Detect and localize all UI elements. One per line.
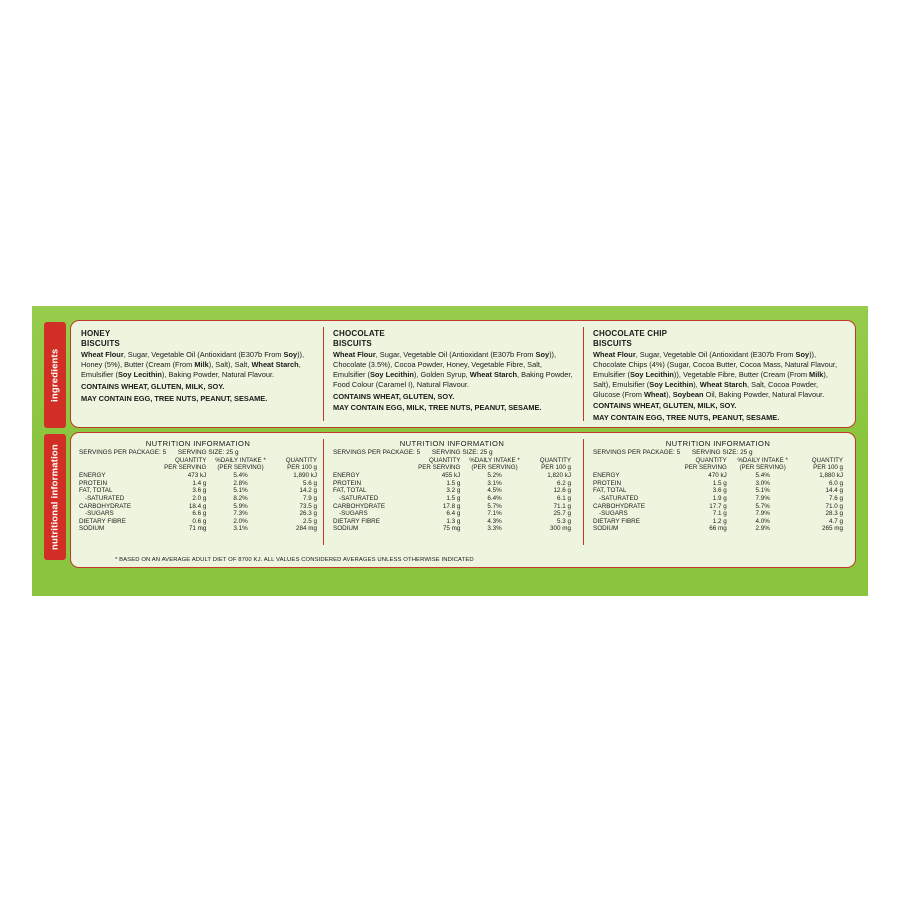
nutrient-quantity-per-100g: 6.0 g: [828, 479, 843, 487]
servings-per-package-chocolate: SERVINGS PER PACKAGE: 5: [333, 449, 421, 456]
ingredients-divider-1: [323, 327, 324, 421]
nutrition-table-chocolate: [333, 439, 571, 533]
table-row: [593, 472, 843, 480]
table-row: [79, 495, 317, 503]
nutrient-quantity-per-100g: 12.6 g: [553, 487, 571, 495]
nutrient-name: DIETARY FIBRE: [333, 517, 380, 525]
ingredients-chocolate-chip-title-line1: CHOCOLATE CHIP: [593, 329, 668, 338]
ingredients-chocolate-contains: CONTAINS WHEAT, GLUTEN, SOY.: [333, 391, 455, 401]
nutrient-name: FAT, TOTAL: [79, 487, 113, 495]
nutrient-name: ENERGY: [79, 472, 106, 480]
nutrition-heading-chocolate: NUTRITION INFORMATION: [399, 439, 505, 448]
nutrient-quantity-per-serving: 6.6 g: [192, 510, 207, 518]
nutrient-name: -SATURATED: [599, 494, 639, 502]
nutrient-quantity-per-serving: 1.5 g: [446, 494, 461, 502]
table-row: [593, 495, 843, 503]
nutrient-quantity-per-100g: 1,820 kJ: [547, 472, 571, 480]
nutrient-daily-intake: 5.2%: [487, 472, 502, 480]
nutrition-table-honey: [79, 439, 317, 533]
table-row: [79, 510, 317, 518]
table-row: [333, 487, 571, 495]
nutrient-daily-intake: 2.8%: [233, 479, 248, 487]
nutrient-quantity-per-serving: 473 kJ: [187, 472, 207, 480]
servings-per-package-chocolate-chip: SERVINGS PER PACKAGE: 5: [593, 449, 681, 456]
nutrition-table-chocolate-chip-grid: [593, 457, 843, 533]
ingredients-divider-2: [583, 327, 584, 421]
nutrition-table-honey-grid: [79, 457, 317, 533]
nutrient-daily-intake: 4.0%: [755, 517, 770, 525]
table-row: [593, 517, 843, 525]
table-header-row: [79, 457, 317, 472]
nutrient-daily-intake: 5.7%: [755, 502, 770, 510]
nutrition-divider-1: [323, 439, 324, 545]
nutrient-name: DIETARY FIBRE: [79, 517, 126, 525]
nutrient-daily-intake: 5.4%: [755, 472, 770, 480]
nutrient-daily-intake: 3.1%: [487, 479, 502, 487]
nutrient-quantity-per-serving: 75 mg: [442, 525, 461, 533]
nutrient-quantity-per-serving: 71 mg: [188, 525, 207, 533]
ingredients-panel: [70, 320, 856, 428]
header-quantity-per-serving: QUANTITY PER SERVING: [418, 457, 461, 472]
nutrient-quantity-per-100g: 300 mg: [549, 525, 571, 533]
table-row: [79, 487, 317, 495]
table-header-row: [333, 457, 571, 472]
table-row: [593, 525, 843, 533]
table-row: [79, 479, 317, 487]
package-back-panel: [32, 306, 868, 596]
ingredients-honey: [81, 329, 317, 403]
header-quantity-per-serving: QUANTITY PER SERVING: [684, 457, 727, 472]
table-row: [333, 510, 571, 518]
nutrient-quantity-per-serving: 470 kJ: [708, 472, 727, 480]
ingredients-tab-label: ingredients: [44, 322, 66, 428]
nutrition-table-chocolate-chip: [593, 439, 843, 533]
header-per-100g: QUANTITY PER 100 g: [285, 457, 317, 472]
table-row: [79, 472, 317, 480]
nutrient-quantity-per-serving: 1.9 g: [712, 494, 727, 502]
nutrient-quantity-per-serving: 17.8 g: [442, 502, 461, 510]
nutrient-quantity-per-serving: 6.4 g: [446, 510, 461, 518]
table-row: [593, 479, 843, 487]
table-row: [333, 525, 571, 533]
nutrition-heading-honey: NUTRITION INFORMATION: [145, 439, 251, 448]
nutrient-quantity-per-serving: 3.6 g: [192, 487, 207, 495]
nutrient-quantity-per-serving: 18.4 g: [188, 502, 207, 510]
nutrient-quantity-per-100g: 14.4 g: [825, 487, 843, 495]
ingredients-chocolate-chip-contains: CONTAINS WHEAT, GLUTEN, MILK, SOY.: [593, 401, 737, 411]
nutrient-quantity-per-serving: 455 kJ: [441, 472, 461, 480]
nutrition-tab-label: nutritional information: [44, 434, 66, 560]
nutrient-daily-intake: 7.3%: [233, 510, 248, 518]
nutrition-heading-chocolate-chip: NUTRITION INFORMATION: [665, 439, 771, 448]
nutrient-quantity-per-serving: 1.5 g: [446, 479, 461, 487]
nutrient-daily-intake: 2.0%: [233, 517, 248, 525]
nutrition-panel: [70, 432, 856, 568]
table-row: [593, 510, 843, 518]
nutrition-rows-honey: [79, 472, 317, 533]
nutrient-name: DIETARY FIBRE: [593, 517, 640, 525]
ingredients-honey-title-line2: BISCUITS: [81, 338, 120, 348]
nutrient-name: -SUGARS: [85, 510, 114, 518]
nutrient-quantity-per-100g: 4.7 g: [828, 517, 843, 525]
nutrient-daily-intake: 5.1%: [755, 487, 770, 495]
ingredients-chocolate-body: Wheat Flour, Sugar, Vegetable Oil (Antioxidant (E307b From Soy)), Chocolate (3.5%), Cocoa Powder, Honey, Vegetable Fibre, Salt, Emulsifier (Soy Lecithin), Golden Syrup, Wheat Starch, Baking Powder, Food Colour (Caramel I), Natural Flavour.: [333, 350, 573, 389]
table-row: [79, 502, 317, 510]
ingredients-honey-may-contain: MAY CONTAIN EGG, TREE NUTS, PEANUT, SESAME.: [81, 393, 268, 403]
nutrient-quantity-per-serving: 1.5 g: [712, 479, 727, 487]
nutrition-rows-chocolate: [333, 472, 571, 533]
nutrient-name: -SATURATED: [339, 494, 379, 502]
nutrient-name: ENERGY: [593, 472, 620, 480]
nutrient-quantity-per-100g: 7.6 g: [828, 494, 843, 502]
nutrient-quantity-per-serving: 0.6 g: [192, 517, 207, 525]
nutrient-quantity-per-100g: 6.1 g: [556, 494, 571, 502]
nutrient-quantity-per-100g: 284 mg: [295, 525, 317, 533]
servings-per-package-honey: SERVINGS PER PACKAGE: 5: [79, 449, 167, 456]
nutrient-quantity-per-serving: 17.7 g: [709, 502, 727, 510]
ingredients-chocolate-chip: [593, 329, 847, 423]
nutrient-quantity-per-100g: 73.5 g: [299, 502, 317, 510]
nutrient-daily-intake: 6.4%: [487, 494, 502, 502]
serving-size-chocolate-chip: SERVING SIZE: 25 g: [691, 449, 753, 456]
nutrient-daily-intake: 5.7%: [487, 502, 502, 510]
nutrient-name: CARBOHYDRATE: [333, 502, 386, 510]
header-quantity-per-serving: QUANTITY PER SERVING: [164, 457, 207, 472]
header-daily-intake: %DAILY INTAKE * (PER SERVING): [215, 457, 266, 472]
header-daily-intake: %DAILY INTAKE * (PER SERVING): [737, 457, 788, 472]
ingredients-chocolate-title-line2: BISCUITS: [333, 338, 372, 348]
table-row: [333, 472, 571, 480]
nutrient-quantity-per-serving: 1.3 g: [446, 517, 461, 525]
table-row: [79, 517, 317, 525]
nutrient-name: ENERGY: [333, 472, 360, 480]
ingredients-honey-title-line1: HONEY: [81, 329, 111, 338]
nutrient-name: CARBOHYDRATE: [79, 502, 132, 510]
nutrition-table-chocolate-grid: [333, 457, 571, 533]
nutrient-quantity-per-100g: 5.3 g: [556, 517, 571, 525]
table-row: [333, 517, 571, 525]
nutrient-name: CARBOHYDRATE: [593, 502, 646, 510]
nutrient-quantity-per-100g: 14.2 g: [299, 487, 317, 495]
nutrient-quantity-per-serving: 3.2 g: [446, 487, 461, 495]
nutrient-daily-intake: 2.9%: [755, 525, 770, 533]
nutrient-daily-intake: 3.0%: [755, 479, 770, 487]
nutrient-daily-intake: 7.9%: [755, 494, 770, 502]
nutrient-name: SODIUM: [333, 525, 359, 533]
nutrient-daily-intake: 3.3%: [487, 525, 502, 533]
table-header-row: [593, 457, 843, 472]
nutrient-name: -SUGARS: [599, 510, 628, 518]
ingredients-chocolate-chip-body: Wheat Flour, Sugar, Vegetable Oil (Antioxidant (E307b From Soy)), Chocolate Chips (4%) (Sugar, Cocoa Butter, Cocoa Mass, Natural Flavour, Emulsifier (Soy Lecithin)), Vegetable Fibre, Butter (Cream (From Milk), Salt), Emulsifier (Soy Lecithin), Wheat Starch, Salt, Cocoa Powder, Glucose (From Wheat), Soybean Oil, Baking Powder, Natural Flavour.: [593, 350, 838, 399]
nutrient-quantity-per-serving: 66 mg: [709, 525, 727, 533]
nutrient-quantity-per-100g: 1,890 kJ: [293, 472, 317, 480]
nutrient-daily-intake: 8.2%: [233, 494, 248, 502]
serving-size-chocolate: SERVING SIZE: 25 g: [431, 449, 493, 456]
nutrient-daily-intake: 4.3%: [487, 517, 502, 525]
nutrient-name: PROTEIN: [593, 479, 621, 487]
nutrient-quantity-per-100g: 5.6 g: [302, 479, 317, 487]
nutrition-footnote: * BASED ON AN AVERAGE ADULT DIET OF 8700 KJ. ALL VALUES CONSIDERED AVERAGES UNLESS OTHERWISE INDICATED: [115, 557, 474, 563]
header-per-100g: QUANTITY PER 100 g: [811, 457, 843, 472]
nutrient-quantity-per-100g: 26.3 g: [299, 510, 317, 518]
nutrient-daily-intake: 5.1%: [233, 487, 248, 495]
nutrient-daily-intake: 5.9%: [233, 502, 248, 510]
nutrient-daily-intake: 7.1%: [487, 510, 502, 518]
table-row: [333, 479, 571, 487]
ingredients-chocolate-title-line1: CHOCOLATE: [333, 329, 385, 338]
nutrient-quantity-per-serving: 3.6 g: [712, 487, 727, 495]
ingredients-chocolate: [333, 329, 573, 413]
nutrient-quantity-per-serving: 1.2 g: [712, 517, 727, 525]
ingredients-honey-contains: CONTAINS WHEAT, GLUTEN, MILK, SOY.: [81, 381, 225, 391]
table-row: [79, 525, 317, 533]
nutrient-name: SODIUM: [593, 525, 619, 533]
nutrient-quantity-per-100g: 7.9 g: [302, 494, 317, 502]
ingredients-chocolate-chip-title-line2: BISCUITS: [593, 338, 632, 348]
nutrient-daily-intake: 4.5%: [487, 487, 502, 495]
ingredients-honey-body: Wheat Flour, Sugar, Vegetable Oil (Antioxidant (E307b From Soy)), Honey (5%), Butter (Cream (From Milk), Salt), Salt, Wheat Starch, Emulsifier (Soy Lecithin), Baking Powder, Natural Flavour.: [81, 350, 305, 379]
nutrient-quantity-per-100g: 1,880 kJ: [819, 472, 843, 480]
nutrition-rows-chocolate-chip: [593, 472, 843, 533]
nutrient-quantity-per-serving: 7.1 g: [712, 510, 727, 518]
nutrient-quantity-per-serving: 1.4 g: [192, 479, 207, 487]
nutrient-name: -SUGARS: [339, 510, 368, 518]
table-row: [333, 495, 571, 503]
table-row: [333, 502, 571, 510]
ingredients-chocolate-may-contain: MAY CONTAIN EGG, MILK, TREE NUTS, PEANUT, SESAME.: [333, 403, 542, 413]
nutrient-name: FAT, TOTAL: [593, 487, 627, 495]
nutrient-quantity-per-serving: 2.0 g: [192, 494, 207, 502]
table-row: [593, 502, 843, 510]
nutrient-name: SODIUM: [79, 525, 105, 533]
nutrient-daily-intake: 3.1%: [233, 525, 248, 533]
nutrient-daily-intake: 5.4%: [233, 472, 248, 480]
nutrient-daily-intake: 7.9%: [755, 510, 770, 518]
nutrient-quantity-per-100g: 71.1 g: [553, 502, 571, 510]
nutrient-name: -SATURATED: [85, 494, 125, 502]
header-per-100g: QUANTITY PER 100 g: [539, 457, 571, 472]
nutrient-quantity-per-100g: 6.2 g: [556, 479, 571, 487]
header-daily-intake: %DAILY INTAKE * (PER SERVING): [469, 457, 520, 472]
serving-size-honey: SERVING SIZE: 25 g: [177, 449, 239, 456]
ingredients-chocolate-chip-may-contain: MAY CONTAIN EGG, TREE NUTS, PEANUT, SESAME.: [593, 413, 780, 423]
nutrient-name: PROTEIN: [79, 479, 107, 487]
nutrient-quantity-per-100g: 2.5 g: [302, 517, 317, 525]
nutrient-quantity-per-100g: 71.0 g: [825, 502, 843, 510]
nutrient-quantity-per-100g: 28.3 g: [825, 510, 843, 518]
nutrient-quantity-per-100g: 265 mg: [821, 525, 843, 533]
nutrient-name: PROTEIN: [333, 479, 361, 487]
nutrition-divider-2: [583, 439, 584, 545]
nutrient-quantity-per-100g: 25.7 g: [553, 510, 571, 518]
nutrient-name: FAT, TOTAL: [333, 487, 367, 495]
table-row: [593, 487, 843, 495]
